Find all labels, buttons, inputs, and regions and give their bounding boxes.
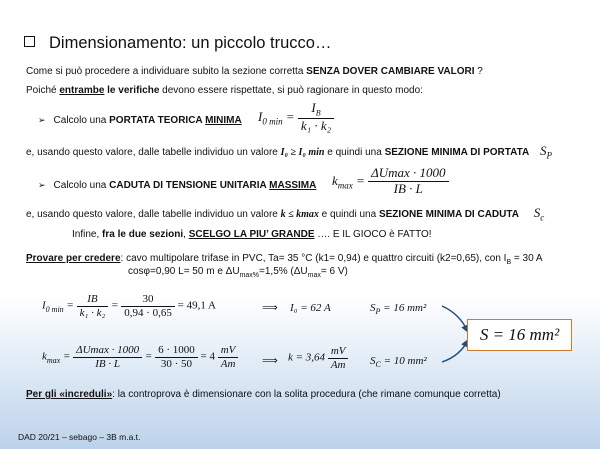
step1-follow: e, usando questo valore, dalle tabelle individuo un valore I₀ ≥ I₀ min e quindi una SEZIONE MINIMA DI PORTATA $S_P$ — [26, 143, 552, 161]
step1-bullet: ➢ Calcolo una PORTATA TEORICA MINIMA — [38, 115, 242, 126]
implies-arrow-2: ⟹ — [262, 355, 278, 367]
calc-caduta: $k_{max}$ = $\frac{\Delta Umax \cdot 1000}{IB \cdot L}$ = $\frac{6 \cdot 1000}{30 \cdot 50}$ = 4 $\frac{mV}{Am}$ — [42, 344, 238, 370]
formula-kmax: $k_{max}$ = $\frac{\Delta Umax \cdot 1000}{IB \cdot L}$ — [332, 166, 449, 197]
intro-line-2: Poiché entrambe le verifiche devono essere rispettate, si può ragionare in questo modo: — [26, 85, 423, 96]
arrow-from-sp — [442, 306, 468, 332]
i0-value: I₀ = 62 A — [290, 302, 331, 314]
arrow-bullet-icon: ➢ — [38, 180, 46, 190]
calc-portata: $I_{0 min}$ = $\frac{IB}{\text{k₁ · k₂}}$ = $\frac{30}{0,94 \cdot 0,65}$ = 49,1 A — [42, 293, 216, 319]
step2-follow: e, usando questo valore, dalle tabelle individuo un valore k ≤ kmax e quindi una SEZIONE MINIMA DI CADUTA $S_c$ — [26, 205, 545, 223]
arrow-bullet-icon: ➢ — [38, 115, 46, 125]
proof-line-1: Provare per credere: cavo multipolare trifase in PVC, Ta= 35 °C (k1= 0,94) e quattro circuiti (k2=0,65), con $I_B = 30$ A — [26, 253, 543, 266]
sp-value: $S_P = 16$ mm² — [370, 302, 427, 317]
implies-arrow-1: ⟹ — [262, 302, 278, 314]
checkbox-bullet-icon — [24, 36, 35, 47]
footer: DAD 20/21 – sebago – 3B m.a.t. — [18, 432, 141, 442]
conclusion: Infine, fra le due sezioni, SCELGO LA PIU’ GRANDE …. E IL GIOCO è FATTO! — [72, 229, 432, 240]
arrow-from-sc — [442, 340, 468, 362]
formula-i0min: $I_{0 min}$ = $\frac{I_B}{\text{k₁ · k₂}}$ — [258, 101, 334, 134]
intro-line-1: Come si può procedere a individuare subito la sezione corretta SENZA DOVER CAMBIARE VALORI ? — [26, 66, 483, 77]
result-box: S = 16 mm² — [467, 319, 572, 351]
sc-value: $S_C = 10$ mm² — [370, 355, 427, 370]
page-title: Dimensionamento: un piccolo trucco… — [24, 34, 331, 53]
proof-line-2: cosφ=0,90 L= 50 m e $\Delta U_{max\%}=1,5\%$ ($\Delta U_{max}= 6$ V) — [128, 266, 348, 279]
step2-bullet: ➢ Calcolo una CADUTA DI TENSIONE UNITARIA MASSIMA — [38, 180, 317, 191]
doubters-line: Per gli «increduli»: la controprova è dimensionare con la solita procedura (che rimane comunque corretta) — [26, 389, 501, 400]
k-value: k = 3,64 $\frac{mV}{Am}$ — [288, 345, 348, 371]
